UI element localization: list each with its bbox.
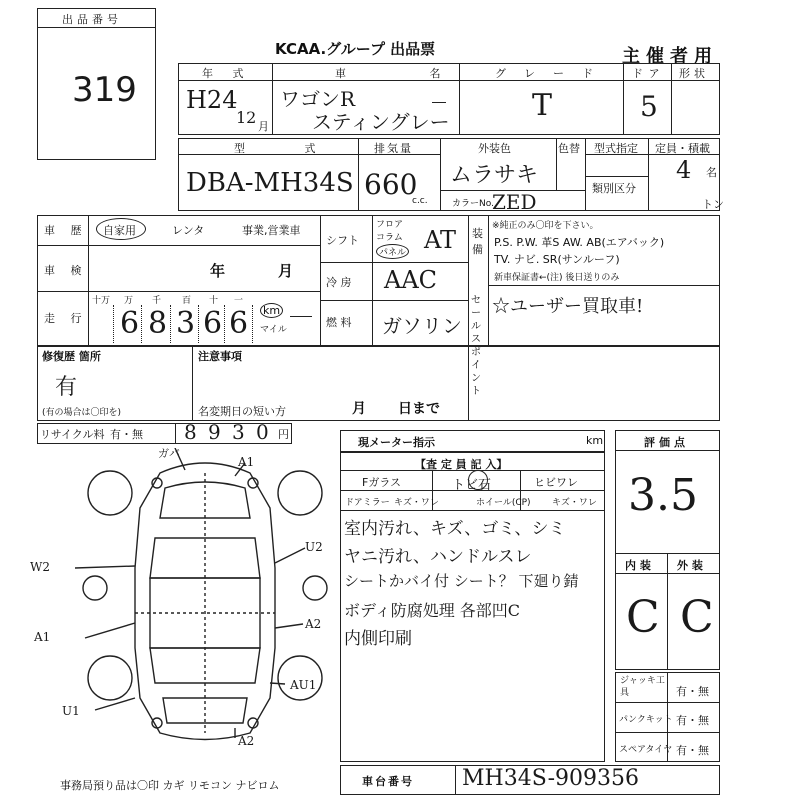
shift-value: AT [424, 226, 457, 254]
car-name-value-2: スティングレー [312, 110, 450, 134]
color-value: ムラサキ [450, 163, 539, 188]
mileage-label: 走 行 [44, 312, 88, 325]
grade-label: グレード [495, 67, 611, 80]
sales-point-label: セールスポイント [471, 295, 481, 397]
inspection-label: 車 検 [44, 264, 88, 277]
diagram-note-au1: AU1 [290, 678, 317, 692]
repair-note: (有の場合は〇印を) [42, 408, 122, 418]
car-name-label: 車 名 [335, 67, 481, 80]
remark-2: ヤニ汚れ、ハンドルスレ [344, 547, 532, 567]
diagram-note-a1: A1 [238, 455, 255, 469]
mileage-unit-10: 十 [209, 296, 219, 306]
mileage-digit-4: 6 [203, 306, 223, 341]
glass-label: Fガラス [362, 476, 401, 489]
header-sponsor: 主催者用 [622, 46, 718, 67]
office-note: 事務局預り品は〇印 カギ リモコン ナビロム [60, 779, 280, 792]
sales-point-value: ☆ユーザー買取車! [492, 296, 644, 317]
remark-4: ボディ防腐処理 各部凹C [344, 601, 521, 620]
displacement-label: 排気量 [374, 142, 413, 155]
shift-column[interactable]: コラム [376, 233, 403, 243]
capacity-value: 4 [676, 156, 692, 184]
mileage-digit-2: 8 [148, 306, 168, 341]
accessory-puncture-options[interactable]: 有・無 [676, 714, 709, 727]
header-title: KCAA.グループ 出品票 [275, 40, 436, 58]
chassis-label: 車台番号 [362, 775, 414, 788]
history-label: 車 歴 [44, 224, 88, 237]
car-name-value-1: ワゴンR [280, 87, 356, 111]
mileage-unit-1: 一 [234, 296, 244, 306]
car-body-outline [135, 463, 275, 740]
exterior-label: 外 装 [677, 559, 703, 572]
month-unit: 月 [258, 120, 269, 133]
shift-panel[interactable]: パネル [376, 244, 409, 259]
glass-options[interactable]: トビ石 [452, 478, 492, 493]
diagram-note-u2-right: U2 [305, 540, 323, 554]
lot-number-label: 出品番号 [62, 13, 122, 26]
month-value: 12 [236, 108, 257, 127]
mile-label[interactable]: マイル [260, 325, 287, 335]
remark-3: シートかバイ付 シート？ 下廻り錆 [344, 572, 579, 590]
grade-value: T [532, 88, 553, 123]
year-label: 年 式 [202, 67, 252, 80]
exterior-color-label: 外装色 [478, 142, 511, 155]
diagram-note-a2-bottom: A2 [238, 734, 255, 748]
ton-unit: トン [702, 198, 724, 211]
equipment-line-2[interactable]: TV. ナビ. SR(サンルーフ) [494, 253, 620, 266]
new-car-warranty[interactable]: 新車保証書←(注) 後日送りのみ [494, 273, 620, 283]
interior-value: C [626, 592, 660, 643]
repair-value: 有 [55, 375, 78, 400]
car-diagram [75, 448, 335, 748]
color-code-value: ZED [492, 190, 537, 214]
mileage-digit-1: 6 [120, 306, 140, 341]
deadline-day: 日まで [398, 401, 440, 417]
body-shape-label: 形状 [679, 67, 709, 80]
accessory-jack-options[interactable]: 有・無 [676, 685, 709, 698]
history-rental[interactable]: レンタ [172, 224, 205, 237]
meter-label: 現メーター指示 [358, 436, 435, 449]
accessory-jack-label: ジャッキ工具 [620, 676, 665, 698]
recycle-digit-3: 3 [232, 420, 245, 444]
wheel-options[interactable]: キズ・ワレ [552, 498, 597, 508]
recycle-label: リサイクル料 [40, 428, 105, 441]
km-label[interactable]: km [260, 303, 283, 318]
deadline-label: 名変期日の短い方 [198, 405, 286, 418]
score-label: 評価点 [644, 436, 689, 449]
recycle-digit-1: 8 [184, 420, 197, 444]
mirror-options[interactable]: キズ・ワレ [394, 498, 439, 508]
accessory-puncture-label: パンクキット [619, 715, 673, 725]
model-designation-label: 型式指定 [594, 142, 638, 155]
mirror-label: ドアミラー [345, 498, 390, 508]
shift-floor[interactable]: フロア [376, 220, 404, 230]
exterior-value: C [680, 592, 714, 643]
notice-label: 注意事項 [198, 350, 242, 363]
color-no-label: カラーNo. [452, 199, 494, 209]
history-business[interactable]: 事業,営業車 [242, 224, 301, 237]
diagram-note-w2-left: W2 [30, 560, 50, 574]
doors-value: 5 [640, 90, 658, 123]
year-value: H24 [186, 86, 238, 114]
remark-1: 室内汚れ、キズ、ゴミ、シミ [344, 519, 566, 539]
mileage-unit-10k: 万 [124, 296, 134, 306]
deadline-month: 月 [352, 401, 366, 417]
history-private[interactable]: 自家用 [103, 224, 136, 237]
person-unit: 名 [706, 166, 717, 179]
cc-unit: c.c. [412, 196, 428, 206]
diagram-note-a1-left: A1 [34, 630, 51, 644]
glass-circle [468, 470, 488, 490]
accessory-spare-options[interactable]: 有・無 [676, 744, 709, 757]
displacement-value: 660 [364, 168, 418, 201]
shift-label: シフト [326, 234, 359, 247]
model-value: DBA-MH34S [186, 168, 354, 198]
model-label: 型 式 [234, 142, 344, 155]
mileage-unit-100: 百 [182, 296, 192, 306]
fuel-label: 燃 料 [326, 316, 352, 329]
remark-5: 内側印刷 [344, 629, 412, 649]
capacity-label: 定員・積載 [655, 142, 710, 155]
recycle-options[interactable]: 有・無 [110, 428, 143, 441]
mileage-digit-3: 3 [176, 306, 196, 341]
meter-unit: km [586, 434, 604, 447]
ac-label: 冷 房 [326, 276, 352, 289]
score-value: 3.5 [628, 470, 698, 521]
chassis-value: MH34S-909356 [462, 766, 639, 791]
fuel-value: ガソリン [382, 314, 462, 338]
recycle-unit: 円 [278, 428, 289, 441]
ac-value: AAC [384, 266, 438, 294]
equipment-label: 装備 [472, 227, 483, 256]
history-private-circle [96, 218, 146, 240]
recycle-digit-2: 9 [208, 420, 221, 444]
category-label: 類別区分 [592, 182, 636, 195]
doors-label: ドア [632, 67, 666, 80]
accessory-spare-label: スペアタイヤ [619, 745, 673, 755]
inspector-title: 【査 定 員 記 入】 [415, 458, 508, 471]
mileage-unit-1k: 千 [152, 296, 162, 306]
diagram-note-a2-right: A2 [305, 617, 322, 631]
interior-label: 内 装 [625, 559, 651, 572]
inspection-year: 年 [210, 262, 226, 280]
equipment-note: ※純正のみ〇印を下さい。 [492, 221, 599, 231]
repair-label: 修復歴 箇所 [42, 350, 101, 363]
equipment-line-1[interactable]: P.S. P.W. 革S AW. AB(エアバック) [494, 236, 665, 249]
crack-label: ヒビワレ [534, 476, 578, 489]
color-change-label: 色替 [558, 142, 580, 155]
row4-box [37, 346, 720, 421]
recycle-digit-4: 0 [256, 420, 269, 444]
mileage-unit-100k: 十万 [92, 296, 111, 306]
inspection-month: 月 [278, 262, 294, 280]
diagram-note-top: ガバ [158, 447, 180, 460]
lot-number-value: 319 [72, 70, 137, 110]
mileage-digit-5: 6 [229, 306, 249, 341]
diagram-note-u1: U1 [62, 704, 80, 718]
wheel-label: ホイール(CP) [476, 498, 531, 508]
